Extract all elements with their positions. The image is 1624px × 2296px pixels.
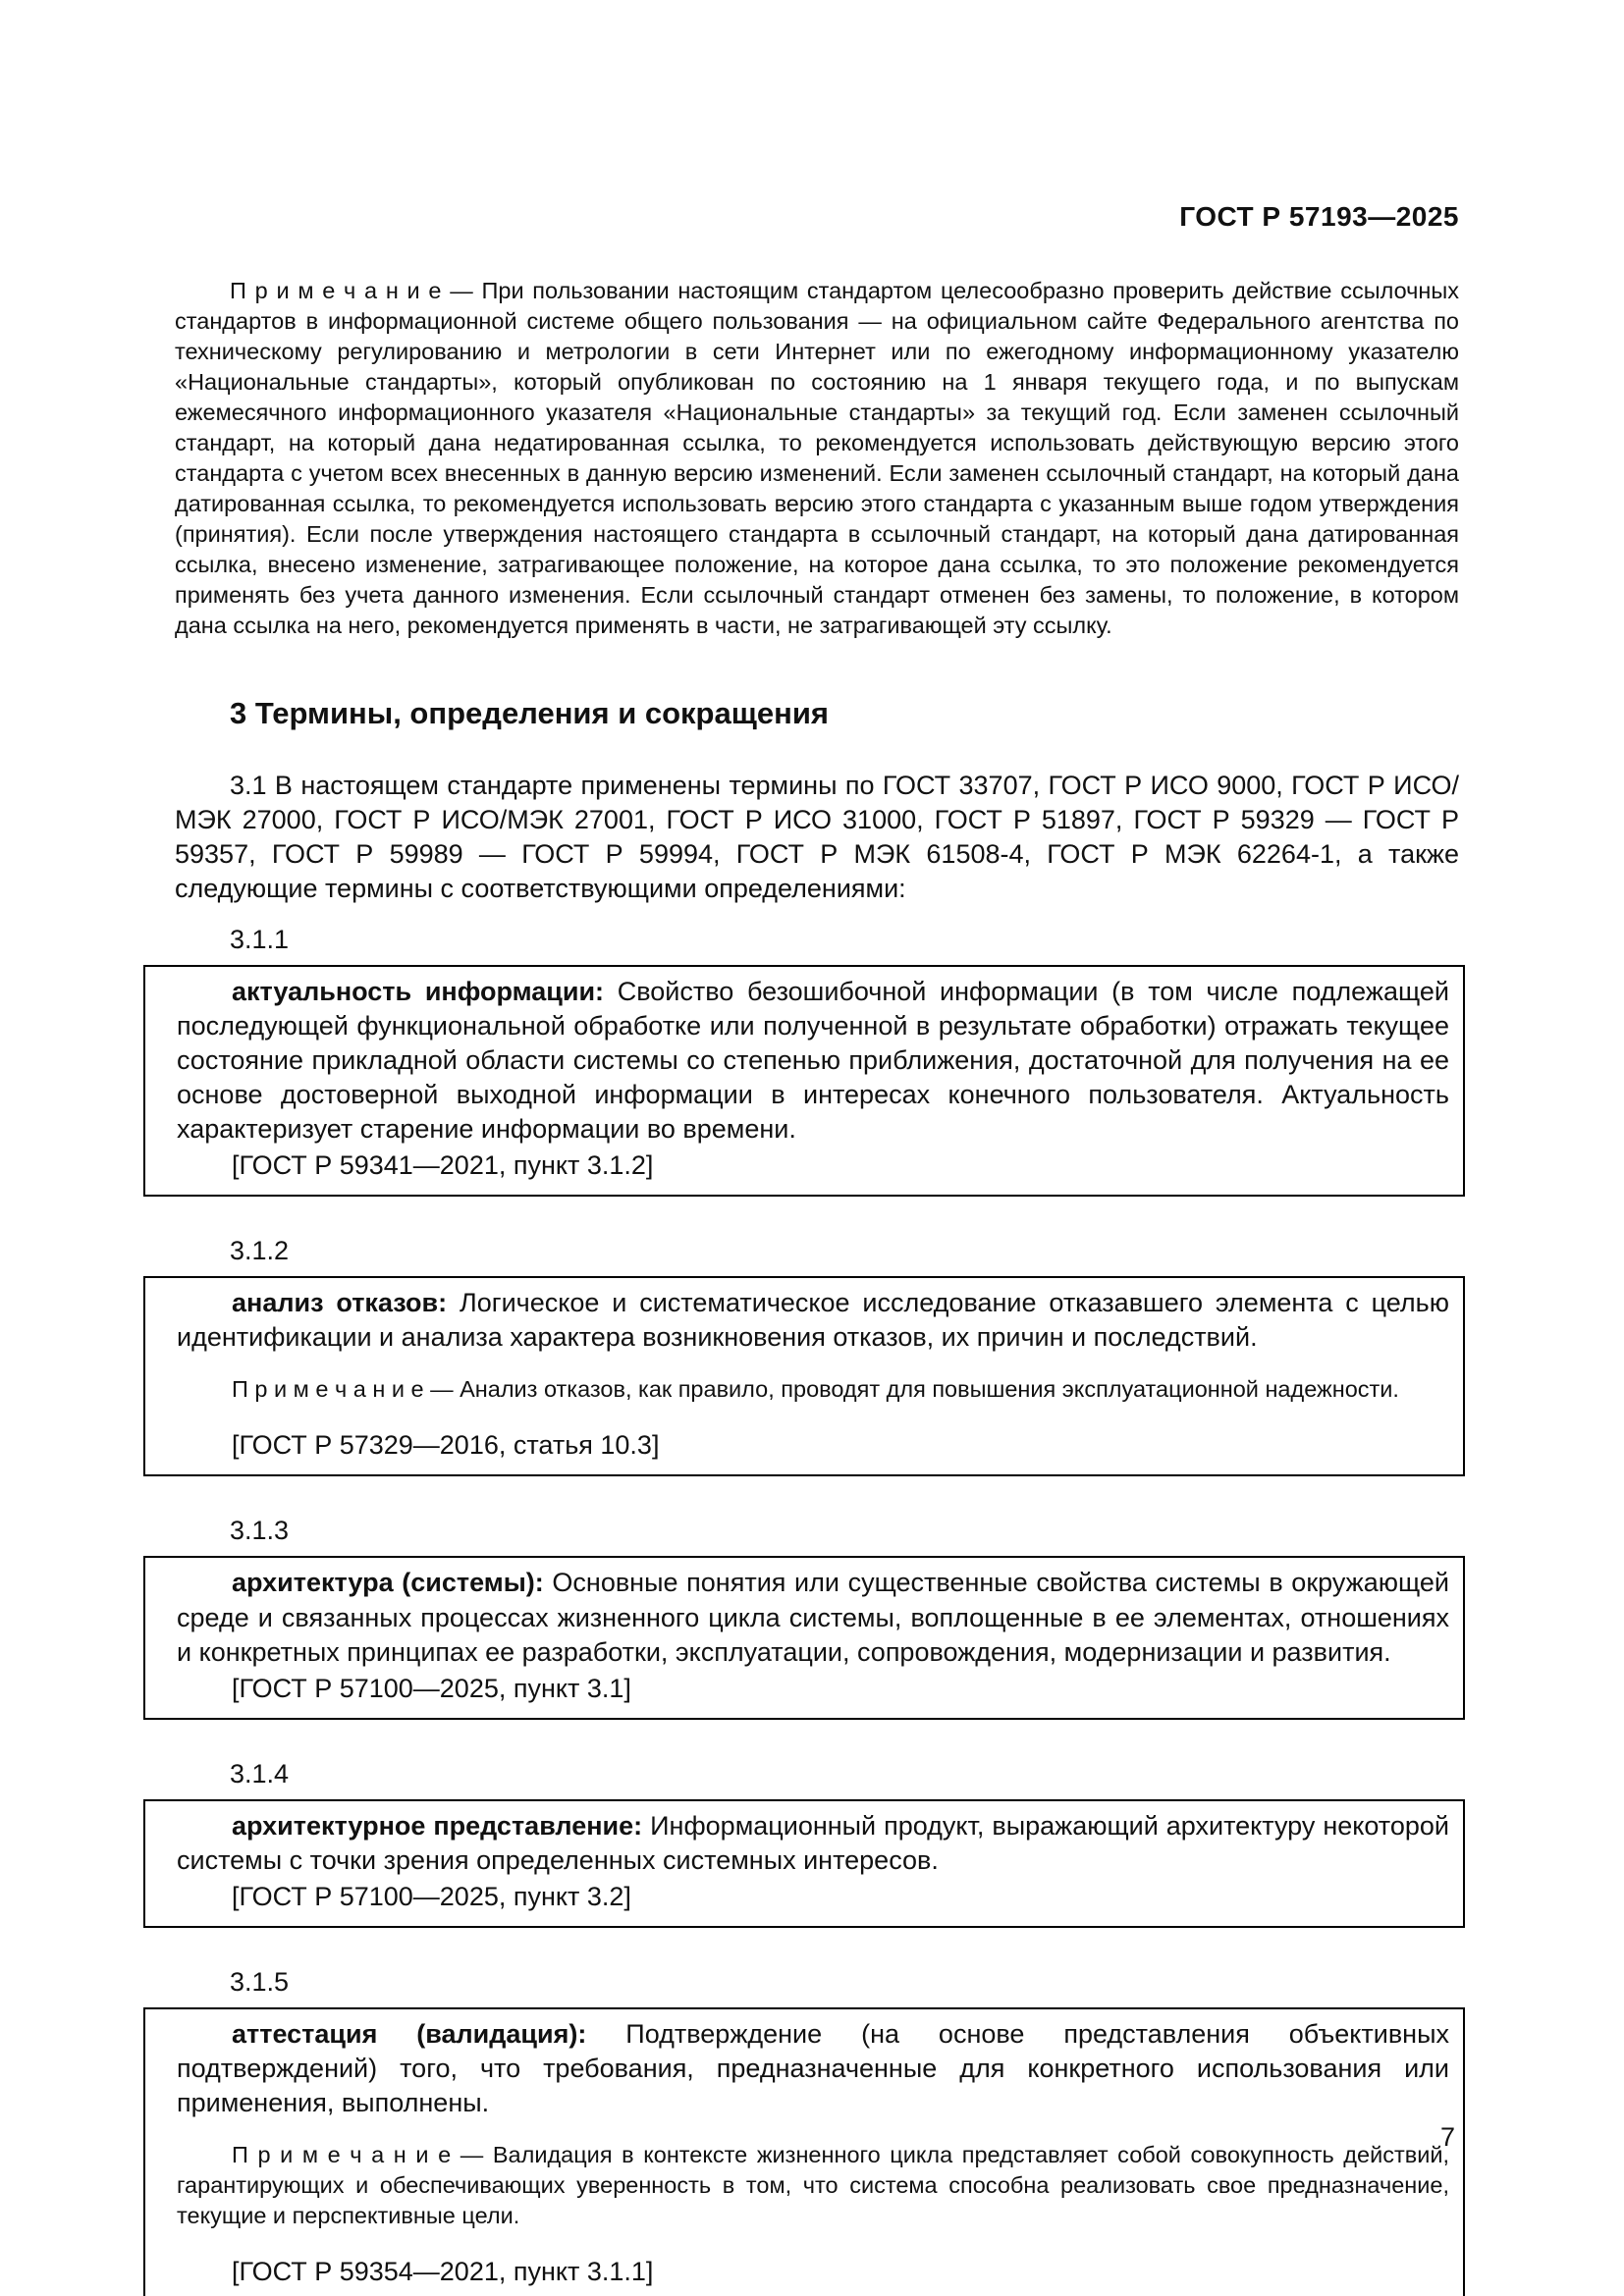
term-box-3-1-4 bbox=[143, 1799, 1465, 1928]
term-definition bbox=[177, 1566, 1449, 1669]
term-number-3-1-3: 3.1.3 bbox=[230, 1516, 290, 1546]
term-definition bbox=[177, 2017, 1449, 2120]
term-number-3-1-4: 3.1.4 bbox=[230, 1758, 290, 1789]
term-number-3-1-2: 3.1.2 bbox=[230, 1236, 290, 1266]
top-note-paragraph: П р и м е ч а н и е — При пользовании настоящим стандартом целесообразно проверить действие ссылочных стандартов в информационной системе общего пользования — на официальном сайте Федерального агентства по техническому регулированию и метрологии в сети Интернет или по ежегодному информационному указателю «Национальные стандарты», который опубликован по состоянию на 1 января текущего года, и по выпускам ежемесячного информационного указателя «Национальные стандарты» за текущий год. Если заменен ссылочный стандарт, на который дана недатированная ссылка, то рекомендуется использовать действующую версию этого стандарта с учетом всех внесенных в данную версию изменений. Если заменен ссылочный стандарт, на который дана датированная ссылка, то рекомендуется использовать версию этого стандарта с указанным выше годом утверждения (принятия). Если после утверждения настоящего стандарта в ссылочный стандарт, на который дана датированная ссылка, внесено изменение, затрагивающее положение, на которое дана ссылка, то это положение рекомендуется применять без учета данного изменения. Если ссылочный стандарт отменен без замены, то положение, в котором дана ссылка на него, рекомендуется применять в части, не затрагивающей эту ссылку. bbox=[175, 278, 1459, 639]
page-content bbox=[175, 201, 1459, 2296]
term-definition-text: Информационный продукт, выражающий архитектуру некоторой системы с точки зрения определенных системных интересов. bbox=[177, 1810, 1449, 1875]
term-definition bbox=[177, 1809, 1449, 1878]
term-source: [ГОСТ Р 57100—2025, пункт 3.2] bbox=[232, 1881, 631, 1911]
term-source: [ГОСТ Р 57329—2016, статья 10.3] bbox=[232, 1430, 660, 1461]
term-title: архитектура (системы): bbox=[232, 1568, 544, 1598]
term-definition-text: Свойство безошибочной информации (в том числе подлежащей последующей функциональной обработке или полученной в результате обработки) отражать текущее состояние прикладной области системы со степенью приближения, достаточной для получения на ее основе достоверной выходной информации в интересах конечного пользователя. Актуальность характеризует старение информации во времени. bbox=[177, 976, 1449, 1144]
term-title: архитектурное представление: bbox=[232, 1810, 643, 1841]
term-definition bbox=[177, 975, 1449, 1147]
section-heading: 3 Термины, определения и сокращения bbox=[230, 696, 829, 731]
term-title: аттестация (валидация): bbox=[232, 2019, 587, 2050]
term-source: [ГОСТ Р 59341—2021, пункт 3.1.2] bbox=[232, 1150, 654, 1181]
term-box-3-1-2 bbox=[143, 1276, 1465, 1476]
term-note: П р и м е ч а н и е — Валидация в контексте жизненного цикла представляет собой совокупность действий, гарантирующих и обеспечивающих уверенность в том, что система способна реализовать свое предназначение, текущие и перспективные цели. bbox=[177, 2142, 1449, 2229]
term-source: [ГОСТ Р 57100—2025, пункт 3.1] bbox=[232, 1673, 631, 1703]
term-title: актуальность информации: bbox=[232, 976, 605, 1006]
term-definition bbox=[177, 1286, 1449, 1355]
page-number: 7 bbox=[1439, 2122, 1455, 2152]
section-intro-paragraph: 3.1 В настоящем стандарте применены термины по ГОСТ 33707, ГОСТ Р ИСО 9000, ГОСТ Р ИСО/МЭК 27000, ГОСТ Р ИСО/МЭК 27001, ГОСТ Р ИСО 31000, ГОСТ Р 51897, ГОСТ Р 59329 — ГОСТ Р 59357, ГОСТ Р 59989 — ГОСТ Р 59994, ГОСТ Р МЭК 61508-4, ГОСТ Р МЭК 62264-1, а также следующие термины с соответствующими определениями: bbox=[175, 771, 1459, 904]
term-definition-text: Основные понятия или существенные свойства системы в окружающей среде и связанных процессах жизненного цикла системы, воплощенные в ее элементах, отношениях и конкретных принципах ее разработки, эксплуатации, сопровождения, модернизации и развития. bbox=[177, 1568, 1449, 1667]
term-definition-text: Логическое и систематическое исследование отказавшего элемента с целью идентификации и анализа характера возникновения отказов, их причин и последствий. bbox=[177, 1288, 1449, 1353]
term-box-3-1-1 bbox=[143, 965, 1465, 1198]
term-definition-text: Подтверждение (на основе представления объективных подтверждений) того, что требования, предназначенные для конкретного использования или применения, выполнены. bbox=[177, 2019, 1449, 2118]
term-number-3-1-5: 3.1.5 bbox=[230, 1967, 290, 1998]
term-number-3-1-1: 3.1.1 bbox=[230, 924, 290, 954]
term-source: [ГОСТ Р 59354—2021, пункт 3.1.1] bbox=[232, 2257, 654, 2287]
term-box-3-1-3 bbox=[143, 1556, 1465, 1719]
term-box-3-1-5 bbox=[143, 2007, 1465, 2296]
term-note: П р и м е ч а н и е — Анализ отказов, как правило, проводят для повышения эксплуатационной надежности. bbox=[232, 1376, 1399, 1403]
doc-number-header: ГОСТ Р 57193—2025 bbox=[1179, 201, 1459, 232]
term-title: анализ отказов: bbox=[232, 1288, 448, 1318]
